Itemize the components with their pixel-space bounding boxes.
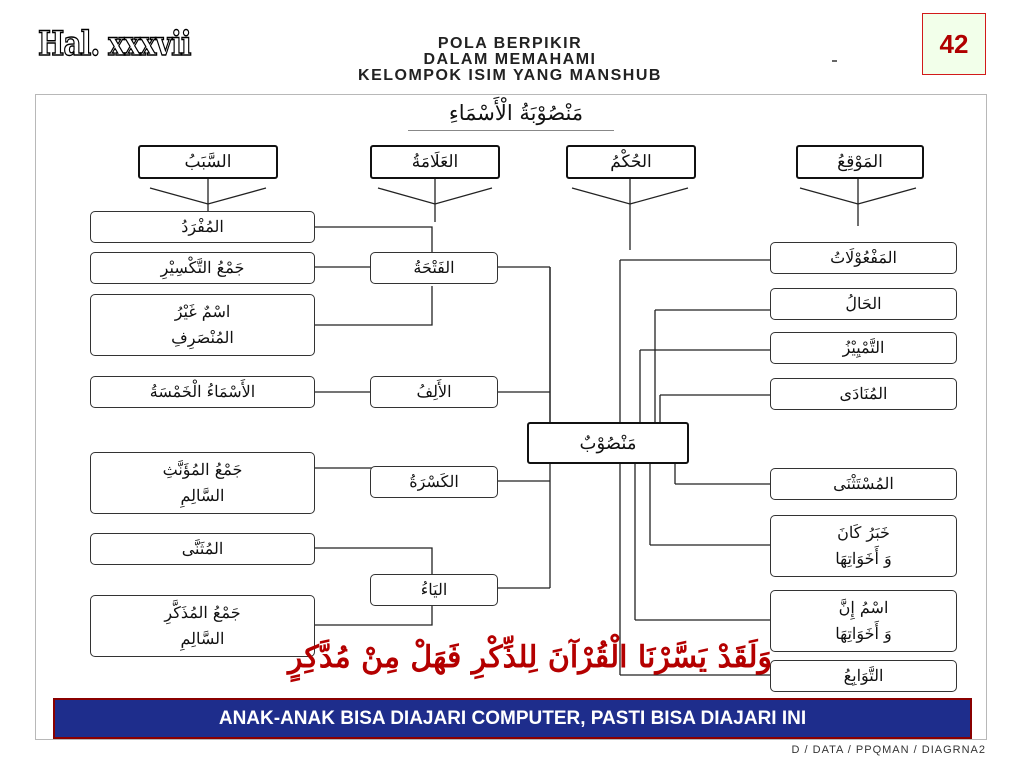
- heading-underline: [408, 130, 614, 131]
- category-mauqi: المَوْقِعُ: [796, 145, 924, 179]
- links-right: [620, 260, 770, 675]
- center-manshub: مَنْصُوْبٌ: [527, 422, 689, 464]
- sign-alif: الأَلِفُ: [370, 376, 498, 408]
- title-line-1: POLA BERPIKIR: [437, 35, 583, 52]
- links-left: [315, 227, 432, 625]
- page-number-badge: 42: [922, 13, 986, 75]
- right-item-tamyiz: التَّمْيِيْزُ: [770, 332, 957, 364]
- right-item-ismu-inna: اسْمُ إِنَّ وَ أَخَوَاتِهَا: [770, 590, 957, 652]
- category-hukm: الحُكْمُ: [566, 145, 696, 179]
- left-item-mutsanna: المُثَنَّى: [90, 533, 315, 565]
- page-reference-label: Hal. xxxvii: [38, 24, 191, 64]
- arrow-mauqi: [800, 178, 916, 226]
- title-line-3: KELOMPOK ISIM YANG MANSHUB: [358, 67, 662, 84]
- right-item-hal: الحَالُ: [770, 288, 957, 320]
- left-item-mufrad: المُفْرَدُ: [90, 211, 315, 243]
- category-sabab: السَّبَبُ: [138, 145, 278, 179]
- bottom-banner: [53, 698, 972, 739]
- title-line-2: DALAM MEMAHAMI: [423, 51, 597, 68]
- right-item-khabar-kana: خَبَرُ كَانَ وَ أَخَوَاتِهَا: [770, 515, 957, 577]
- left-item-jamu-taksir: جَمْعُ التَّكْسِيْرِ: [90, 252, 315, 284]
- left-item-jamu-mudzakkar: جَمْعُ المُذَكَّرِ السَّالِمِ: [90, 595, 315, 657]
- right-item-mafulat: المَفْعُوْلَاتُ: [770, 242, 957, 274]
- arrow-alamah: [378, 178, 492, 222]
- right-item-mustatsna: المُسْتَثْنَى: [770, 468, 957, 500]
- right-item-munada: المُنَادَى: [770, 378, 957, 410]
- arrow-hukm: [572, 178, 688, 250]
- quran-verse: وَلَقَدْ يَسَّرْنَا الْقُرْآنَ لِلذِّكْرِ فَهَلْ مِنْ مُدَّكِرٍ: [287, 639, 773, 675]
- right-item-tawabi: التَّوَابِعُ: [770, 660, 957, 692]
- diagram-heading: مَنْصُوْبَةُ الْأَسْمَاءِ: [448, 101, 584, 125]
- arrow-sabab: [150, 178, 266, 212]
- left-item-ismu-ghairu-munsharif: اسْمٌ غَيْرُ المُنْصَرِفِ: [90, 294, 315, 356]
- footer-path: D / DATA / PPQMAN / DIAGRNA2: [791, 744, 986, 756]
- sign-ya: اليَاءُ: [370, 574, 498, 606]
- banner-text: ANAK-ANAK BISA DIAJARI COMPUTER, PASTI BISA DIAJARI INI: [218, 707, 807, 729]
- sign-kasrah: الكَسْرَةُ: [370, 466, 498, 498]
- left-item-asmaul-khamsah: الأَسْمَاءُ الْخَمْسَةُ: [90, 376, 315, 408]
- sign-fathah: الفَتْحَةُ: [370, 252, 498, 284]
- left-item-jamu-muannats: جَمْعُ المُؤَنَّثِ السَّالِمِ: [90, 452, 315, 514]
- category-alamah: العَلَامَةُ: [370, 145, 500, 179]
